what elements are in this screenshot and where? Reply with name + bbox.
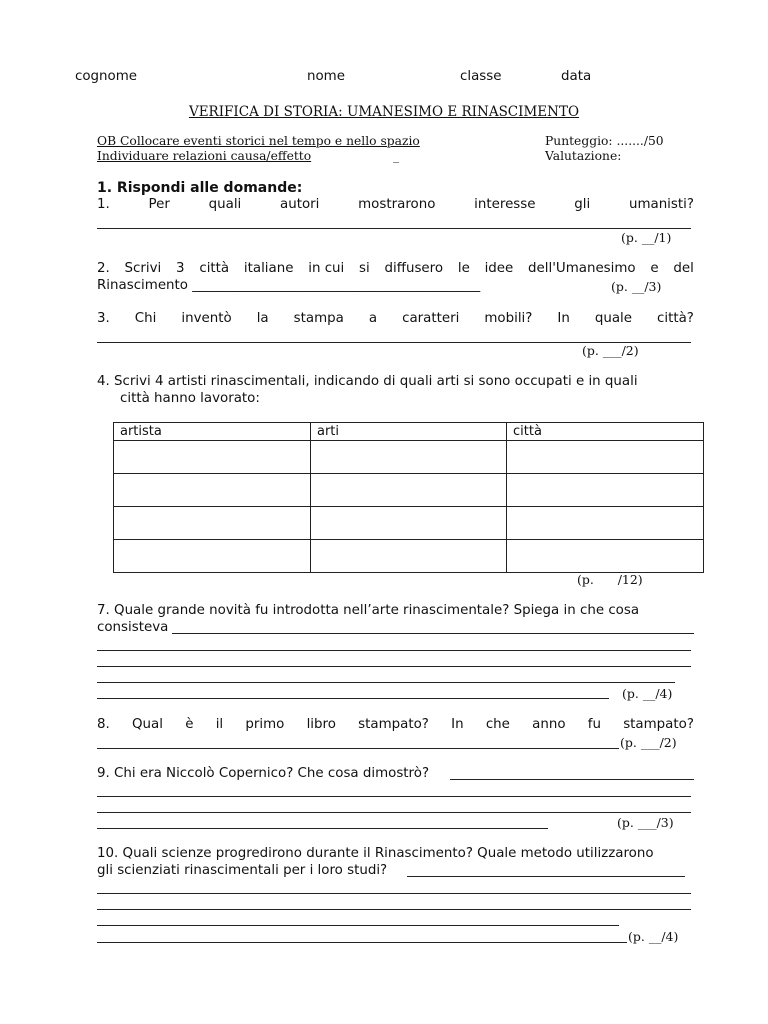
answer-line[interactable] (97, 650, 691, 651)
q3-word: 3. (97, 311, 110, 326)
q1-word: autori (280, 197, 320, 212)
q1-points: (p. __/1) (621, 230, 672, 245)
answer-line[interactable] (407, 876, 685, 877)
valutazione-label: Valutazione: (545, 149, 622, 163)
q8-word: il (215, 717, 224, 732)
cognome-label: cognome (75, 69, 138, 84)
answer-line[interactable] (97, 698, 609, 699)
table-row (114, 474, 704, 507)
q3-word: città? (657, 311, 694, 326)
question-10: 10. Quali scienze progredirono durante il Rinascimento? Quale metodo utilizzarono (97, 846, 654, 861)
section-heading: 1. Rispondi alle domande: (97, 180, 303, 196)
question-4: 4. Scrivi 4 artisti rinascimentali, indicando di quali arti si sono occupati e in quali (97, 374, 638, 389)
q2-word: e (650, 261, 659, 276)
q3-word: quale (594, 311, 632, 326)
table-cell[interactable] (507, 474, 704, 507)
q3-word: a (368, 311, 378, 326)
objective-dash: _ (393, 149, 400, 163)
question-3 (97, 311, 694, 326)
q1-word: Per (148, 197, 170, 212)
question-2-line2: Rinascimento ___________________________________________ (97, 278, 481, 293)
q2-word: Scrivi (124, 261, 162, 276)
q7-points: (p. __/4) (622, 686, 673, 701)
table-cell[interactable] (311, 540, 507, 573)
q2-word: città (199, 261, 230, 276)
q1-word: quali (208, 197, 242, 212)
q4-points: (p. /12) (577, 572, 643, 587)
answer-line[interactable] (97, 909, 691, 910)
col-header-artista: artista (114, 423, 311, 441)
q2-word: si (359, 261, 370, 276)
q3-word: mobili? (484, 311, 533, 326)
q2-word: le (457, 261, 470, 276)
q8-word: 8. (97, 717, 110, 732)
answer-line[interactable] (97, 228, 691, 229)
table-row (114, 441, 704, 474)
question-10-line2: gli scienziati rinascimentali per i loro studi? (97, 863, 388, 878)
table-cell[interactable] (114, 507, 311, 540)
question-2 (97, 261, 694, 276)
q8-word: In (451, 717, 464, 732)
answer-line[interactable] (97, 942, 627, 943)
question-8 (97, 717, 694, 732)
q1-word: interesse (474, 197, 536, 212)
answer-line[interactable] (97, 682, 675, 683)
answer-line[interactable] (97, 812, 691, 813)
q8-word: libro (306, 717, 336, 732)
answer-line[interactable] (97, 828, 548, 829)
page-title: VERIFICA DI STORIA: UMANESIMO E RINASCIMENTO (188, 104, 580, 120)
answer-line[interactable] (97, 666, 691, 667)
q10-points: (p. __/4) (628, 929, 679, 944)
table-cell[interactable] (311, 441, 507, 474)
question-1 (97, 197, 694, 212)
answer-line[interactable] (450, 779, 694, 780)
table-row (114, 507, 704, 540)
q2-word: del (673, 261, 694, 276)
q2-word: dell'Umanesimo (528, 261, 636, 276)
objective-2: Individuare relazioni causa/effetto (97, 149, 312, 163)
q2-word: italiane (243, 261, 294, 276)
nome-label: nome (307, 69, 345, 84)
artists-table (113, 422, 704, 573)
q8-word: fu (587, 717, 601, 732)
q3-word: Chi (134, 311, 157, 326)
q8-word: stampato? (623, 717, 694, 732)
q2-word: diffusero (384, 261, 444, 276)
table-cell[interactable] (507, 507, 704, 540)
objective-1: OB Collocare eventi storici nel tempo e nello spazio (97, 134, 420, 148)
table-row (114, 540, 704, 573)
q8-word: anno (532, 717, 566, 732)
q3-word: inventò (181, 311, 232, 326)
answer-line[interactable] (97, 748, 619, 749)
q8-word: Qual (132, 717, 163, 732)
table-cell[interactable] (311, 474, 507, 507)
question-9: 9. Chi era Niccolò Copernico? Che cosa dimostrò? (97, 766, 430, 781)
table-cell[interactable] (114, 540, 311, 573)
question-7: 7. Quale grande novità fu introdotta nell’arte rinascimentale? Spiega in che cosa (97, 603, 640, 618)
q3-word: la (256, 311, 269, 326)
q8-points: (p. ___/2) (620, 735, 677, 750)
punteggio-label: Punteggio: ......./50 (545, 134, 664, 148)
q8-word: primo (245, 717, 285, 732)
q2-word: 3 (176, 261, 185, 276)
table-cell[interactable] (114, 441, 311, 474)
q3-points: (p. ___/2) (582, 343, 639, 358)
answer-line[interactable] (172, 633, 694, 634)
q2-points: (p. __/3) (611, 279, 662, 294)
col-header-arti: arti (311, 423, 507, 441)
q1-word: gli (574, 197, 591, 212)
table-cell[interactable] (507, 441, 704, 474)
q2-word: idee (484, 261, 514, 276)
q9-points: (p. ___/3) (617, 815, 674, 830)
q3-word: caratteri (402, 311, 460, 326)
question-7-line2: consisteva (97, 620, 169, 635)
col-header-citta: città (507, 423, 704, 441)
table-cell[interactable] (311, 507, 507, 540)
q2-word: 2. (97, 261, 110, 276)
classe-label: classe (460, 69, 502, 84)
q8-word: stampato? (358, 717, 429, 732)
q3-word: In (557, 311, 570, 326)
q3-word: stampa (293, 311, 344, 326)
answer-line[interactable] (97, 925, 619, 926)
data-label: data (561, 69, 592, 84)
answer-line[interactable] (97, 796, 691, 797)
q1-word: 1. (97, 197, 110, 212)
q1-word: umanisti? (628, 197, 694, 212)
answer-line[interactable] (97, 893, 691, 894)
q2-word: in cui (308, 261, 345, 276)
q8-word: è (185, 717, 194, 732)
q1-word: mostrarono (358, 197, 436, 212)
table-cell[interactable] (507, 540, 704, 573)
table-cell[interactable] (114, 474, 311, 507)
q8-word: che (485, 717, 510, 732)
question-4-line2: città hanno lavorato: (120, 391, 260, 406)
